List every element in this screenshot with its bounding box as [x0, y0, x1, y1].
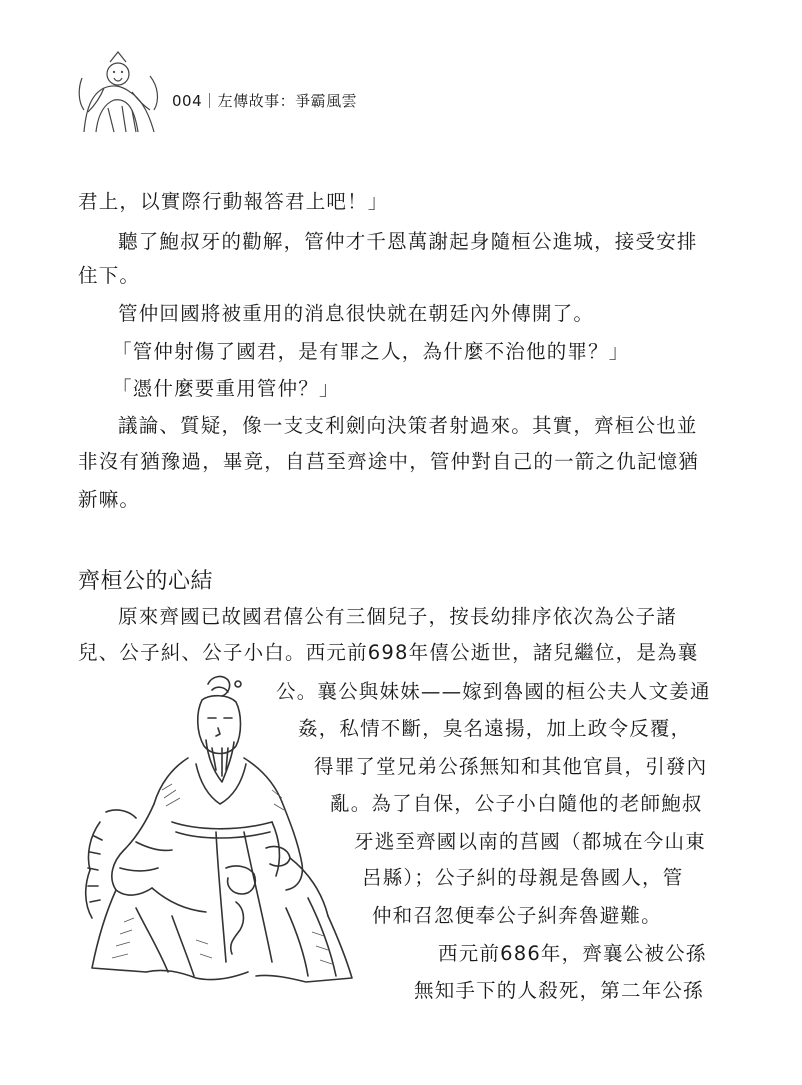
body-line: 聽了鮑叔牙的勸解，管仲才千恩萬謝起身隨桓公進城，接受安排 [118, 230, 698, 253]
body-line: 新嘛。 [78, 488, 141, 511]
section-line: 牙逃至齊國以南的莒國（都城在今山東 [354, 830, 706, 853]
section-line: 原來齊國已故國君僖公有三個兒子，按長幼排序依次為公子諸 [118, 605, 677, 628]
section-line: 仲和召忽便奉公子糾奔魯避難。 [372, 904, 662, 927]
header-portrait-illustration [74, 48, 166, 134]
body-line: 非沒有猶豫過，畢竟，自莒至齊途中，管仲對自己的一箭之仇記憶猶 [78, 450, 700, 473]
body-line: 「管仲射傷了國君，是有罪之人，為什麼不治他的罪？」 [112, 340, 630, 363]
section-line: 公。襄公與妹妹——嫁到魯國的桓公夫人文姜通 [276, 680, 711, 703]
section-line: 無知手下的人殺死，第二年公孫 [414, 979, 704, 1002]
section-line: 呂縣）；公子糾的母親是魯國人，管 [362, 866, 684, 889]
section-line: 西元前686年，齊襄公被公孫 [438, 942, 707, 965]
section-line: 得罪了堂兄弟公孫無知和其他官員，引發內 [314, 755, 708, 778]
section-line: 兒、公子糾、公子小白。西元前698年僖公逝世，諸兒繼位，是為襄 [78, 641, 699, 664]
running-head: 004｜左傳故事：爭霸風雲 [172, 92, 358, 110]
seated-duke-illustration [76, 672, 376, 990]
body-line: 「憑什麼要重用管仲？」 [112, 377, 340, 400]
section-heading: 齊桓公的心結 [78, 569, 214, 594]
body-line: 住下。 [78, 264, 141, 287]
body-line: 議論、質疑，像一支支利劍向決策者射過來。其實，齊桓公也並 [118, 414, 698, 437]
body-line: 君上，以實際行動報答君上吧！」 [78, 190, 389, 213]
body-line: 管仲回國將被重用的消息很快就在朝廷內外傳開了。 [118, 302, 595, 325]
section-line: 亂。為了自保，公子小白隨他的老師鮑叔 [330, 792, 703, 815]
section-line: 姦，私情不斷，臭名遠揚，加上政令反覆， [298, 717, 692, 740]
